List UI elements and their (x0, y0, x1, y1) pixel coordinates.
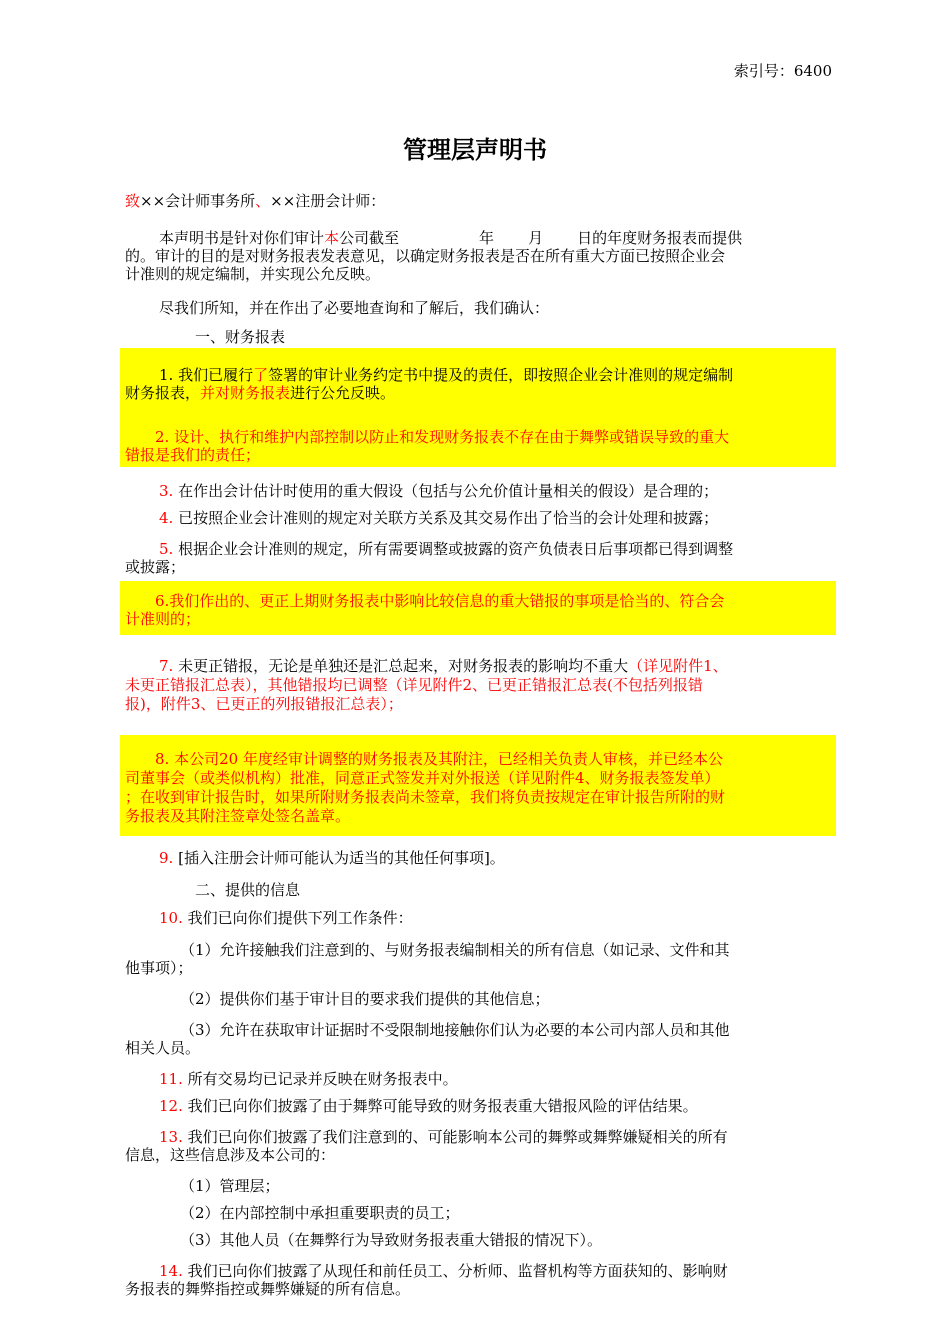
page-title: 管理层声明书 (403, 136, 547, 164)
item-10-2: （2）提供你们基于审计目的要求我们提供的其他信息； (180, 990, 550, 1008)
item-6: 6.我们作出的、更正上期财务报表中影响比较信息的重大错报的事项是恰当的、符合会 (155, 592, 725, 610)
item-13: 13. 我们已向你们披露了我们注意到的、可能影响本公司的舞弊或舞弊嫌疑相关的所有 (159, 1128, 728, 1146)
item-12: 12. 我们已向你们披露了由于舞弊可能导致的财务报表重大错报风险的评估结果。 (159, 1097, 698, 1115)
item-10-1: （1）允许接触我们注意到的、与财务报表编制相关的所有信息（如记录、文件和其 (180, 941, 730, 959)
item-4: 4. 已按照企业会计准则的规定对关联方关系及其交易作出了恰当的会计处理和披露； (159, 509, 719, 527)
item-5: 5. 根据企业会计准则的规定，所有需要调整或披露的资产负债表日后事项都已得到调整 (159, 540, 734, 558)
section-heading-1: 一、财务报表 (195, 328, 286, 346)
section-heading-2: 二、提供的信息 (195, 881, 301, 899)
salutation: 致××会计师事务所、××注册会计师： (125, 192, 386, 210)
item-13-3: （3）其他人员（在舞弊行为导致财务报表重大错报的情况下）。 (180, 1231, 603, 1249)
item-2: 2. 设计、执行和维护内部控制以防止和发现财务报表不存在由于舞弊或错误导致的重大 (155, 428, 730, 446)
item-10-3: （3）允许在获取审计证据时不受限制地接触你们认为必要的本公司内部人员和其他 (180, 1021, 730, 1039)
item-9: 9. [插入注册会计师可能认为适当的其他任何事项]。 (159, 849, 505, 867)
item-13-2: （2）在内部控制中承担重要职责的员工； (180, 1204, 460, 1222)
item-10: 10. 我们已向你们提供下列工作条件： (159, 909, 413, 927)
item-7: 7. 未更正错报，无论是单独还是汇总起来，对财务报表的影响均不重大（详见附件1、 (159, 657, 728, 675)
item-8: 8. 本公司20 年度经审计调整的财务报表及其附注，已经相关负责人审核，并已经本公 (155, 750, 723, 768)
item-14: 14. 我们已向你们披露了从现任和前任员工、分析师、监督机构等方面获知的、影响财 (159, 1262, 728, 1280)
confirm-text: 尽我们所知，并在作出了必要地查询和了解后，我们确认： (159, 299, 550, 317)
item-3: 3. 在作出会计估计时使用的重大假设（包括与公允价值计量相关的假设）是合理的； (159, 482, 719, 500)
document-page: 索引号：6400 管理层声明书 致××会计师事务所、××注册会计师： 本声明书是针对你们审计本公司截至 年 月 日的年度财务报表而提供 的。审计的目的是对财务报表发表意见，以确定财务报表是否在所有重大方面已按照企业会 计准则的规定编制，并实现公允反映。 尽我们所知，并在作出了必要地查询和了解后，我们确认： 一、财务报表 1. 我们已履行了签署的审计业务约定书中提及的责任，即按照企业会计准则的规定编制 财务报表，并对财务报表进行公允反映。 2. 设计、执行和维护内部控制以防止和发现财务报表不存在由于舞弊或错误导致的重大 错报是我们的责任； 3. 在作出会计估计时使用的重大假设（包括与公允价值计量相关的假设）是合理的； 4. 已按照企业会计准则的规定对关联方关系及其交易作出了恰当的会计处理和披露； 5. 根据企业会计准则的规定，所有需要调整或披露的资产负债表日后事项都已得到调整 或披露； 6.我们作出的、更正上期财务报表中影响比较信息的重大错报的事项是恰当的、符合会 计准则的； 7. 未更正错报，无论是单独还是汇总起来，对财务报表的影响均不重大（详见附件1、 未更正错报汇总表），其他错报均已调整（详见附件2、已更正错报汇总表(不包括列报错 报)，附件3、已更正的列报错报汇总表）； 8. 本公司20 年度经审计调整的财务报表及其附注，已经相关负责人审核，并已经本公 司董事会（或类似机构）批准，同意正式签发并对外报送（详见附件4、财务报表签发单） ；在收到审计报告时，如果所附财务报表尚未签章，我们将负责按规定在审计报告所附的财 务报表及其附注签章处签名盖章。 9. [插入注册会计师可能认为适当的其他任何事项]。 二、提供的信息 10. 我们已向你们提供下列工作条件： （1）允许接触我们注意到的、与财务报表编制相关的所有信息（如记录、文件和其 他事项）； （2）提供你们基于审计目的要求我们提供的其他信息； （3）允许在获取审计证据时不受限制地接触你们认为必要的本公司内部人员和其他 相关人员。 11. 所有交易均已记录并反映在财务报表中。 12. 我们已向你们披露了由于舞弊可能导致的财务报表重大错报风险的评估结果。 13. 我们已向你们披露了我们注意到的、可能影响本公司的舞弊或舞弊嫌疑相关的所有 信息，这些信息涉及本公司的： （1）管理层； （2）在内部控制中承担重要职责的员工； （3）其他人员（在舞弊行为导致财务报表重大错报的情况下）。 14. 我们已向你们披露了从现任和前任员工、分析师、监督机构等方面获知的、影响财 务报表的舞弊指控或舞弊嫌疑的所有信息。 (0, 0, 950, 1344)
index-number: 索引号：6400 (733, 62, 832, 80)
item-11: 11. 所有交易均已记录并反映在财务报表中。 (159, 1070, 458, 1088)
item-1: 1. 我们已履行了签署的审计业务约定书中提及的责任，即按照企业会计准则的规定编制 (159, 366, 734, 384)
item-13-1: （1）管理层； (180, 1177, 280, 1195)
